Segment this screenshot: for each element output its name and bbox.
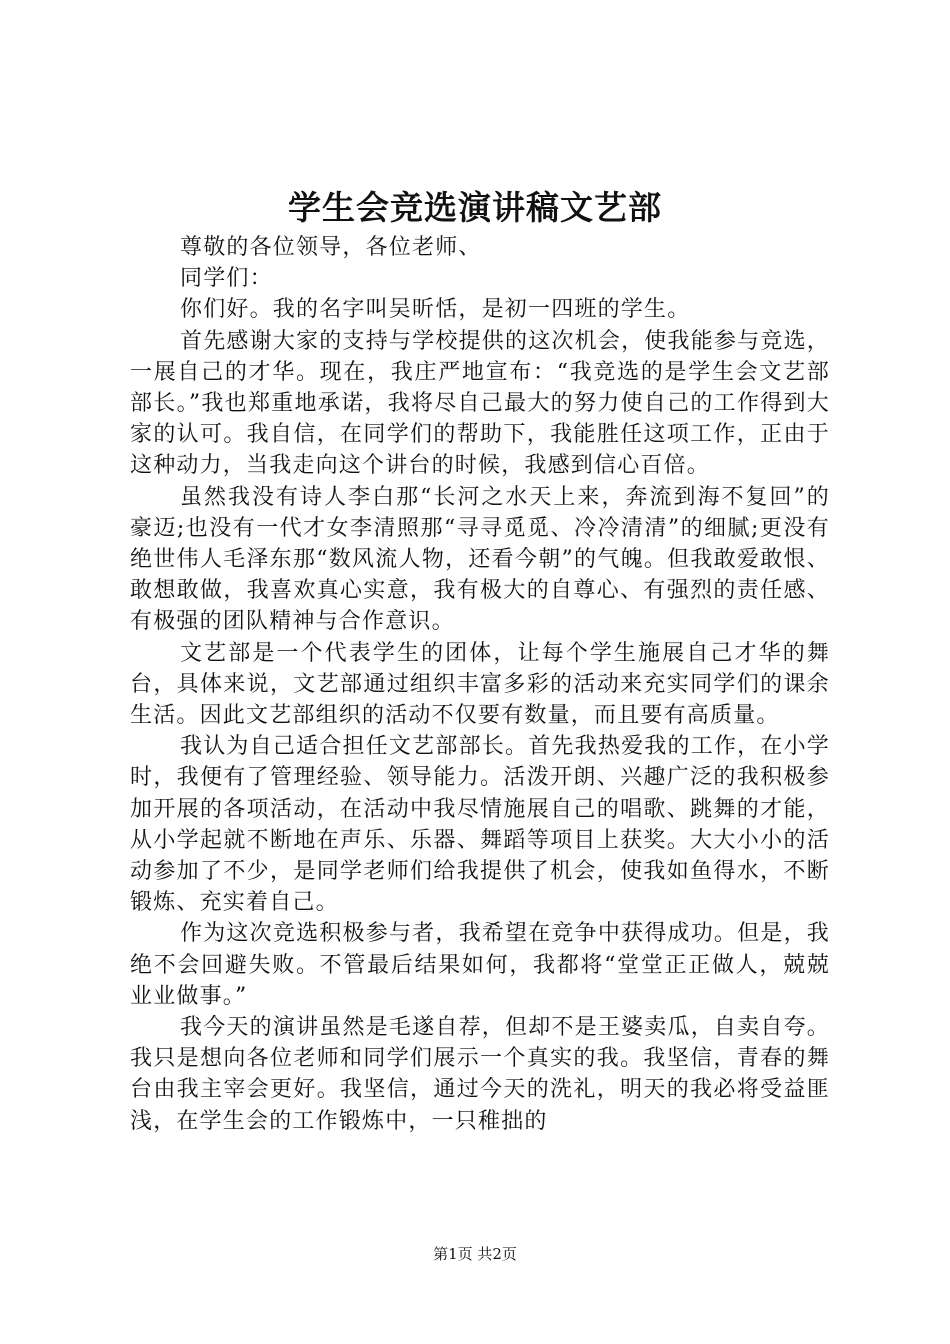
paragraph-salutation-continued: 同学们：	[180, 266, 273, 292]
paragraph: 我认为自己适合担任文艺部部长。首先我热爱我的工作，在小学时，我便有了管理经验、领导能力。活泼开朗、兴趣广泛的我积极参加开展的各项活动，在活动中我尽情施展自己的唱歌、跳舞的才能，从小学起就不断地在声乐、乐器、舞蹈等项目上获奖。大大小小的活动参加了不少，是同学老师们给我提供了机会，使我如鱼得水，不断锻炼、充实着自己。	[130, 734, 830, 916]
paragraph: 作为这次竞选积极参与者，我希望在竞争中获得成功。但是，我绝不会回避失败。不管最后结果如何，我都将“堂堂正正做人，兢兢业业做事。”	[130, 921, 830, 1009]
paragraph: 首先感谢大家的支持与学校提供的这次机会，使我能参与竞选，一展自己的才华。现在，我庄严地宣布：“我竞选的是学生会文艺部部长。”我也郑重地承诺，我将尽自己最大的努力使自己的工作得到大家的认可。我自信，在同学们的帮助下，我能胜任这项工作，正由于这种动力，当我走向这个讲台的时候，我感到信心百倍。	[130, 328, 830, 479]
paragraph-salutation: 尊敬的各位领导，各位老师、	[180, 235, 482, 260]
paragraph: 虽然我没有诗人李白那“长河之水天上来，奔流到海不复回”的豪迈;也没有一代才女李清照那“寻寻觅觅、冷冷清清”的细腻;更没有绝世伟人毛泽东那“数风流人物，还看今朝”的气魄。但我敢爱敢恨、敢想敢做，我喜欢真心实意，我有极大的自尊心、有强烈的责任感、有极强的团队精神与合作意识。	[130, 484, 830, 635]
document-title: 学生会竞选演讲稿文艺部	[288, 188, 662, 227]
document-body	[130, 232, 830, 1137]
page-footer: 第1页 共2页	[433, 1245, 517, 1263]
paragraph: 文艺部是一个代表学生的团体，让每个学生施展自己才华的舞台，具体来说，文艺部通过组织丰富多彩的活动来充实同学们的课余生活。因此文艺部组织的活动不仅要有数量，而且要有高质量。	[130, 640, 830, 729]
paragraph: 我今天的演讲虽然是毛遂自荐，但却不是王婆卖瓜，自卖自夸。我只是想向各位老师和同学们展示一个真实的我。我坚信，青春的舞台由我主宰会更好。我坚信，通过今天的洗礼，明天的我必将受益匪浅，在学生会的工作锻炼中，一只稚拙的	[130, 1015, 830, 1134]
paragraph-greeting: 你们好。我的名字叫吴昕恬，是初一四班的学生。	[180, 297, 691, 323]
